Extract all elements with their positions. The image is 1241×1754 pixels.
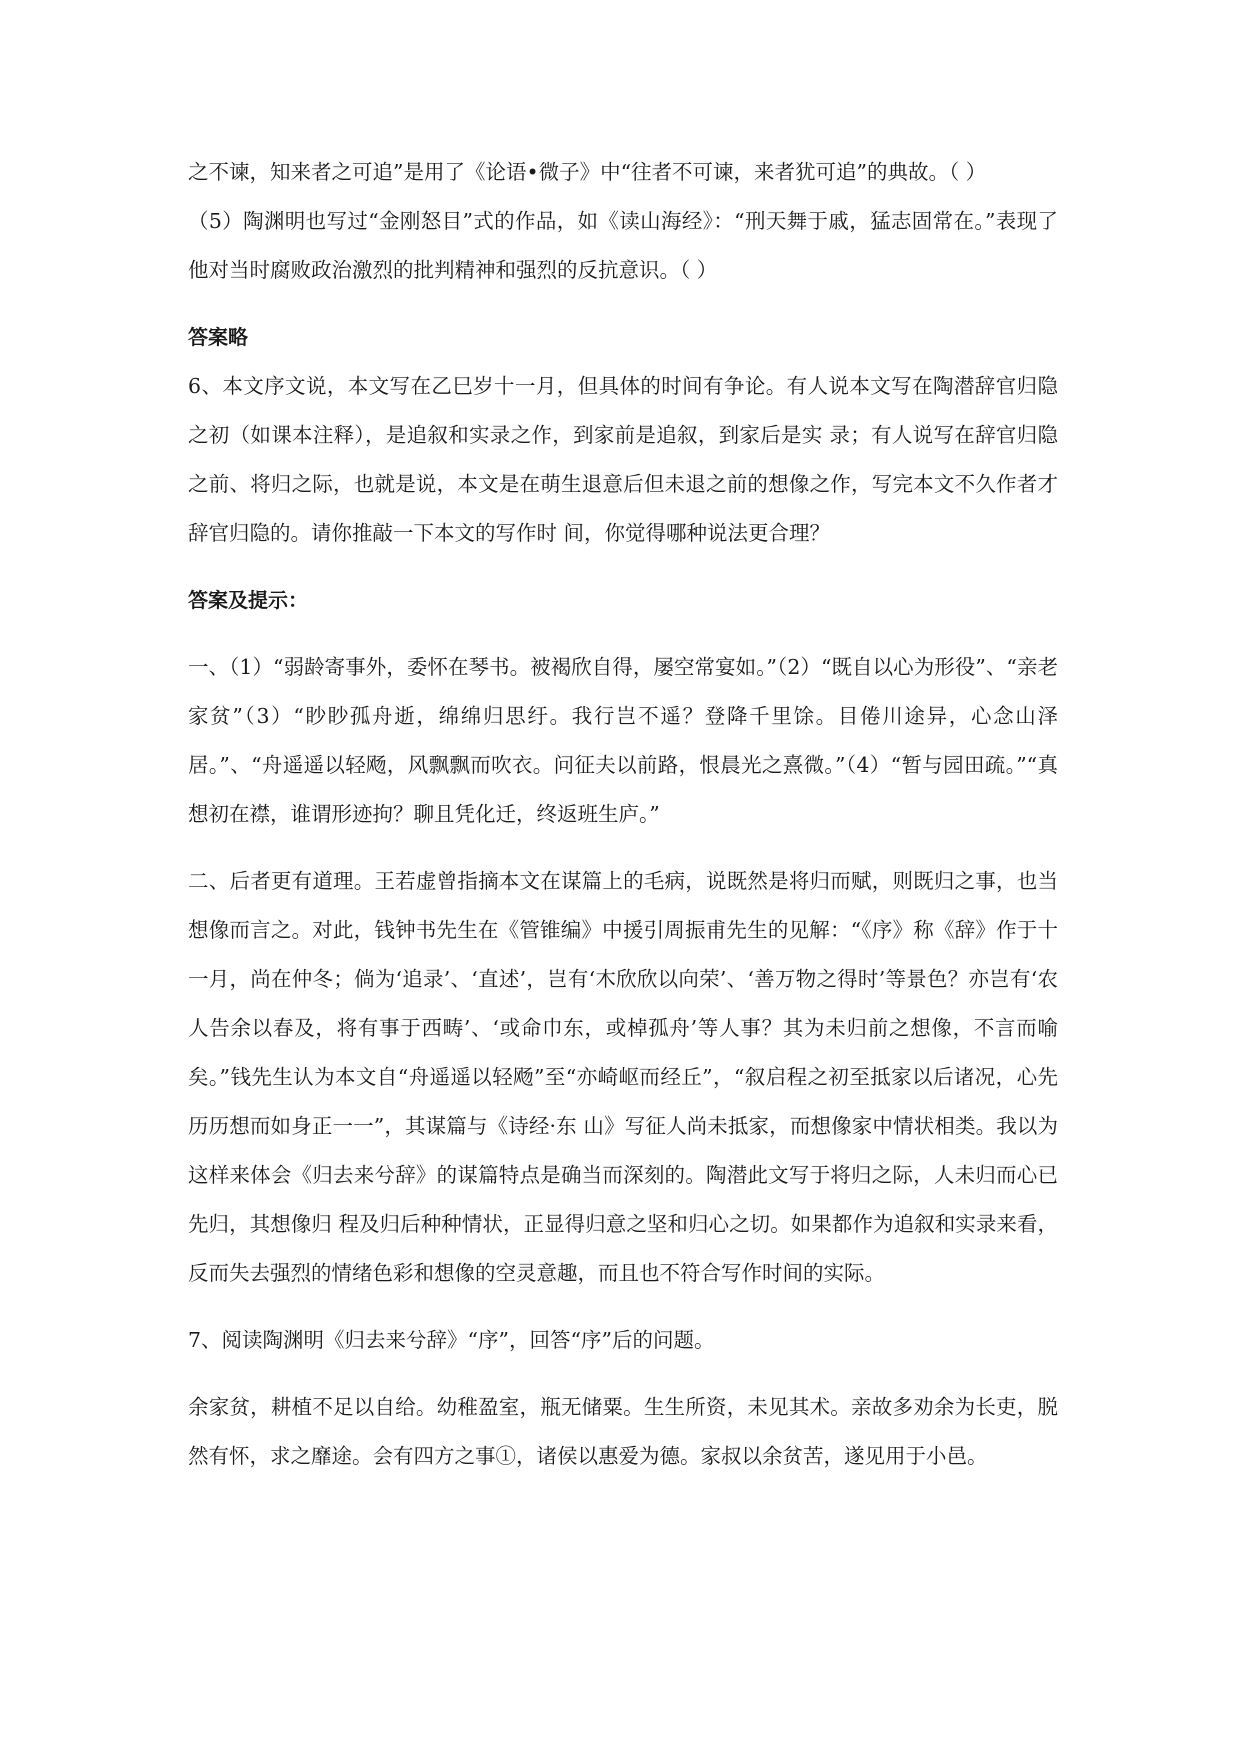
answers-and-hints-heading: 答案及提示： — [188, 588, 308, 612]
answer-omitted-heading: 答案略 — [188, 325, 248, 349]
answer-part-one: 一、（1）“弱龄寄事外，委怀在琴书。被褐欣自得，屡空常宴如。”（2）“既自以心为形役”、“亲老家贫”（3）“眇眇孤舟逝，绵绵归思纡。我行岂不遥？登降千里馀。目倦川途异，心念山泽居。”、“舟遥遥以轻飏，风飘飘而吹衣。问征夫以前路，恨晨光之熹微。”（4）“暂与园田疏。”“真想初在襟，谁谓形迹拘？聊且凭化迁，终返班生庐。” — [188, 655, 1058, 826]
document-page — [188, 148, 1058, 1481]
question-6: 6、本文序文说，本文写在乙巳岁十一月，但具体的时间有争论。有人说本文写在陶潜辞官归隐之初（如课本注释），是追叙和实录之作，到家前是追叙，到家后是实 录；有人说写在辞官归隐之前、将归之际，也就是说，本文是在萌生退意后但未退之前的想像之作，写完本文不久作者才辞官归隐的。请你推敲一下本文的写作时 间，你觉得哪种说法更合理？ — [188, 374, 1058, 545]
question-5: （5）陶渊明也写过“金刚怒目”式的作品，如《读山海经》：“刑天舞于戚，猛志固常在。”表现了他对当时腐败政治激烈的批判精神和强烈的反抗意识。（ ） — [188, 209, 1058, 282]
question-4-continuation: 之不谏，知来者之可追”是用了《论语•微子》中“往者不可谏，来者犹可追”的典故。（ ） — [188, 160, 987, 184]
question-7: 7、阅读陶渊明《归去来兮辞》“序”，回答“序”后的问题。 — [188, 1328, 715, 1352]
preface-text: 余家贫，耕植不足以自给。幼稚盈室，瓶无储粟。生生所资，未见其术。亲故多劝余为长吏，脱然有怀，求之靡途。会有四方之事①，诸侯以惠爱为德。家叔以余贫苦，遂见用于小邑。 — [188, 1395, 1058, 1468]
answer-part-two: 二、后者更有道理。王若虚曾指摘本文在谋篇上的毛病，说既然是将归而赋，则既归之事，也当想像而言之。对此，钱钟书先生在《管锥编》中援引周振甫先生的见解：“《序》称《辞》作于十一月，尚在仲冬；倘为‘追录’、‘直述’，岂有‘木欣欣以向荣’、‘善万物之得时’等景色？亦岂有‘农人告余以春及，将有事于西畴’、‘或命巾东，或棹孤舟’等人事？其为未归前之想像，不言而喻矣。”钱先生认为本文自“舟遥遥以轻飏”至“亦崎岖而经丘”，“叙启程之初至抵家以后诸况，心先历历想而如身正一一”，其谋篇与《诗经·东 山》写征人尚未抵家，而想像家中情状相类。我以为这样来体会《归去来兮辞》的谋篇特点是确当而深刻的。陶潜此文写于将归之际，人未归而心已先归，其想像归 程及归后种种情状，正显得归意之坚和归心之切。如果都作为追叙和实录来看，反而失去强烈的情绪色彩和想像的空灵意趣，而且也不符合写作时间的实际。 — [188, 869, 1058, 1285]
